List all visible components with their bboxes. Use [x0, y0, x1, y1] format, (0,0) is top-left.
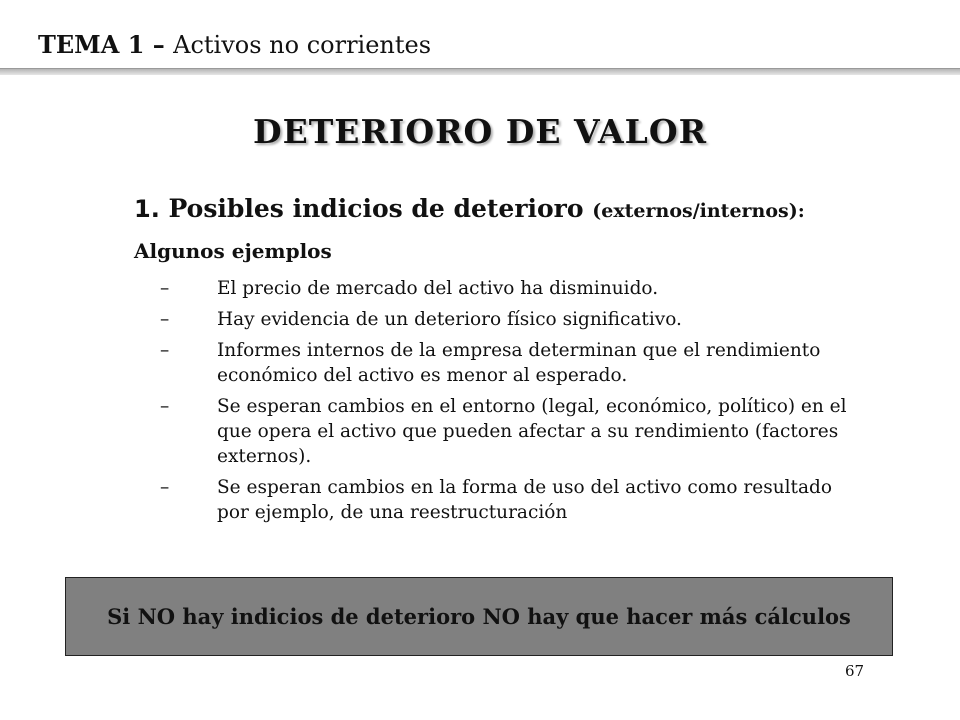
examples-subheading: Algunos ejemplos — [134, 239, 332, 263]
callout-text: Si NO hay indicios de deterioro NO hay que hacer más cálculos — [107, 604, 851, 629]
header-topic: TEMA 1 — [38, 30, 145, 59]
dash-bullet: – — [160, 396, 170, 417]
section-number: 1. — [134, 195, 160, 223]
list-item — [160, 394, 850, 469]
list-item — [160, 307, 850, 332]
list-item-text: El precio de mercado del activo ha disminuido. — [217, 278, 659, 299]
header-separator: – — [144, 30, 174, 59]
list-item-text: Informes internos de la empresa determinan que el rendimiento económico del activo es menor al esperado. — [217, 340, 821, 386]
header-divider — [0, 68, 960, 75]
list-item-text: Se esperan cambios en el entorno (legal, económico, político) en el que opera el activo que pueden afectar a su rendimiento (factores externos). — [217, 396, 847, 467]
list-item — [160, 475, 850, 525]
section-heading-text: Posibles indicios de deterioro — [168, 194, 584, 223]
dash-bullet: – — [160, 340, 170, 361]
page-number: 67 — [845, 662, 865, 680]
header-subtitle: Activos no corrientes — [173, 31, 432, 59]
slide-header — [38, 30, 431, 59]
dash-bullet: – — [160, 278, 170, 299]
dash-bullet: – — [160, 309, 170, 330]
section-qualifier: (externos/internos): — [592, 200, 805, 222]
list-item-text: Hay evidencia de un deterioro físico significativo. — [217, 309, 682, 330]
list-item — [160, 338, 850, 388]
list-item-text: Se esperan cambios en la forma de uso del activo como resultado por ejemplo, de una reestructuración — [217, 477, 832, 523]
list-item — [160, 276, 850, 301]
dash-bullet: – — [160, 477, 170, 498]
examples-list — [160, 276, 850, 531]
conclusion-callout — [65, 577, 893, 656]
slide-title: DETERIORO DE VALOR — [252, 112, 708, 151]
section-heading — [134, 194, 805, 223]
